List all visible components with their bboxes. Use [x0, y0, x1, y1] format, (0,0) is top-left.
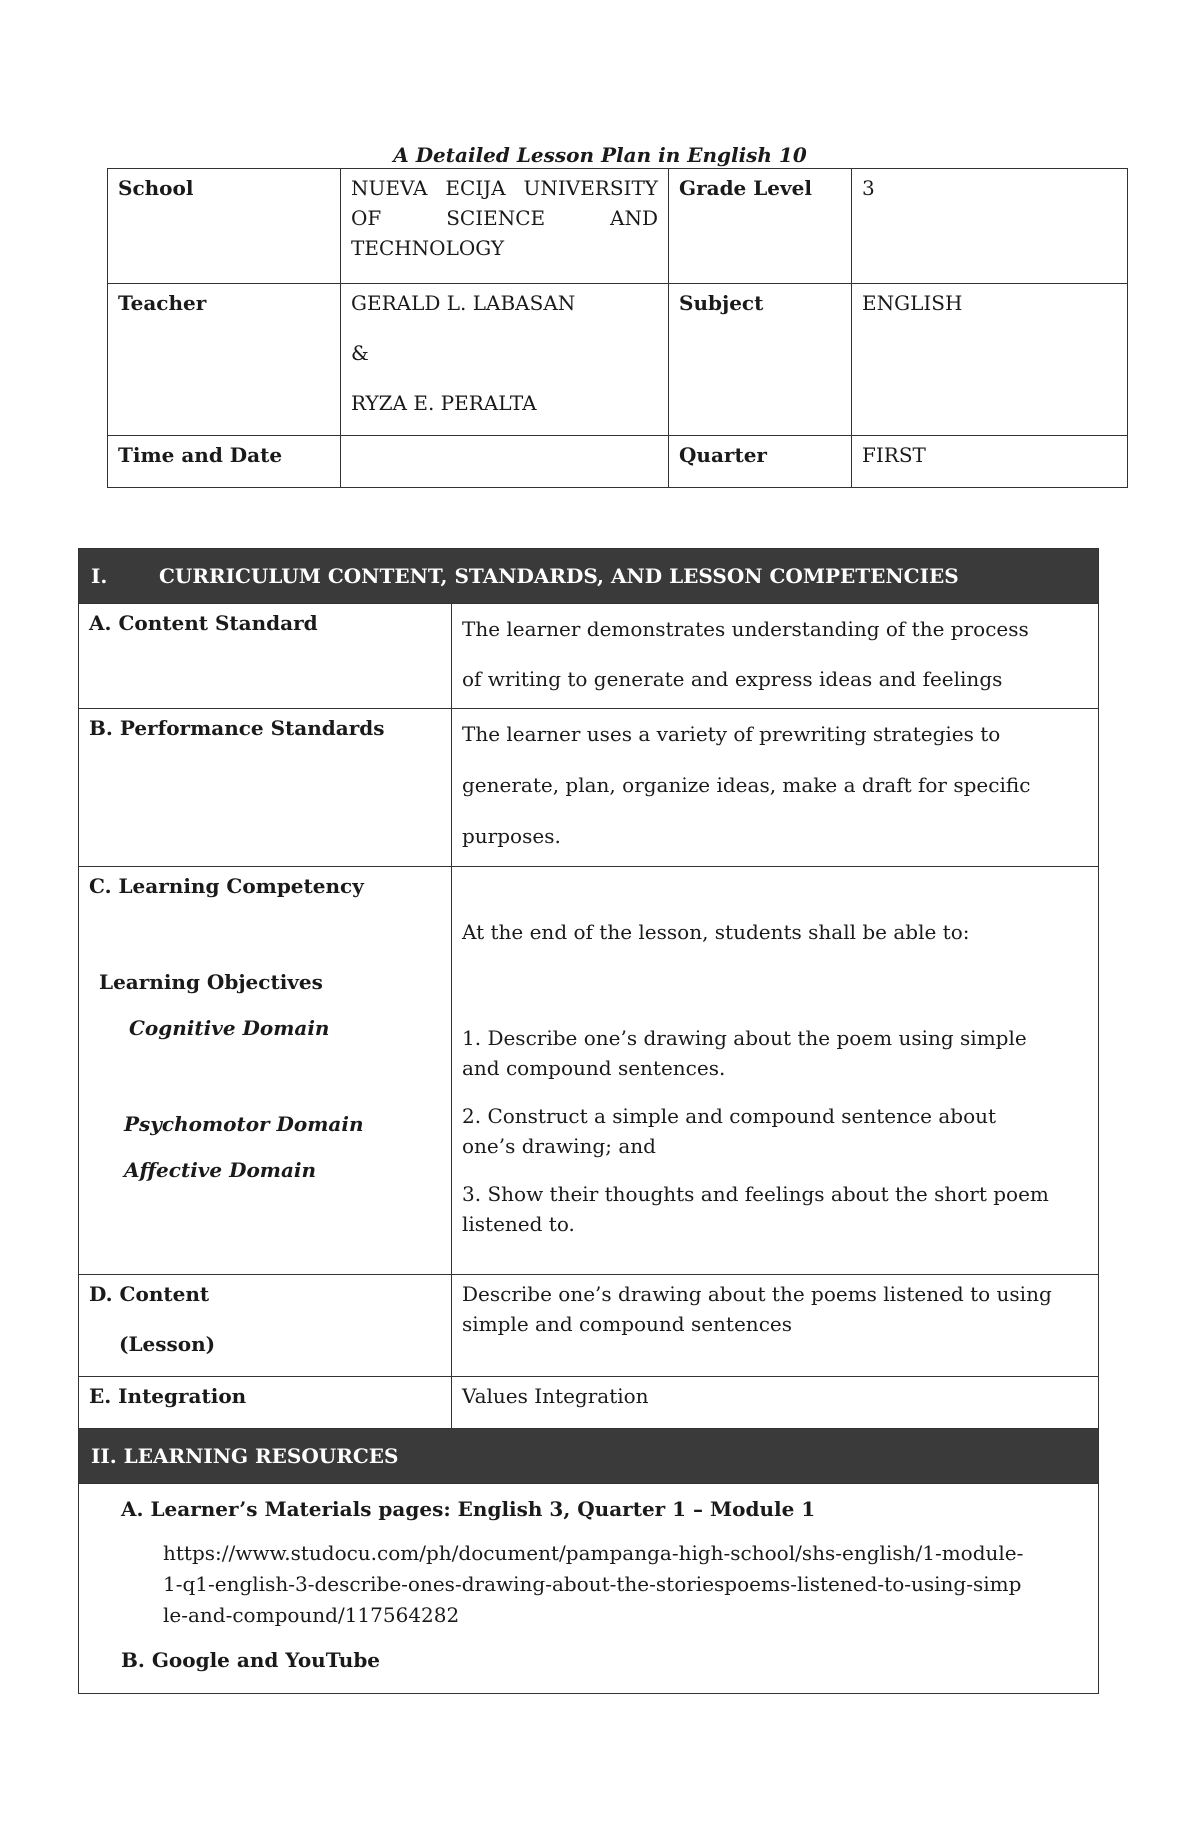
resource-url: https://www.studocu.com/ph/document/pampanga-high-school/shs-english/1-module-1-q1-english-3-describe-ones-drawing-about-the-storiespoems-listened-to-using-simple-and-compound/117564282	[163, 1541, 1024, 1627]
teacher-value	[341, 284, 669, 436]
performance-standards-value	[452, 709, 1099, 867]
resources-header	[79, 1429, 1099, 1484]
school-line-2: TECHNOLOGY	[351, 236, 505, 260]
time-date-label: Time and Date	[108, 436, 341, 488]
resources-cell	[79, 1484, 1099, 1694]
content-label: D. Content	[89, 1282, 210, 1306]
school-line-1: NUEVA ECIJA UNIVERSITY OF SCIENCE AND	[351, 176, 658, 230]
resource-item-b: B. Google and YouTube	[121, 1648, 381, 1672]
content-standard-line-2: of writing to generate and express ideas and feelings	[462, 667, 1003, 691]
resource-item-a: A. Learner’s Materials pages: English 3, Quarter 1 – Module 1	[121, 1497, 816, 1521]
curriculum-header-number: I.	[91, 564, 108, 588]
integration-row	[79, 1377, 1099, 1429]
subject-value: ENGLISH	[852, 284, 1128, 436]
content-row	[79, 1275, 1099, 1377]
learning-competency-row	[79, 867, 1099, 1275]
curriculum-table	[78, 548, 1099, 1694]
objective-item: 3. Show their thoughts and feelings about the short poem listened to.	[462, 1182, 1049, 1236]
info-row-school	[108, 169, 1128, 284]
integration-value: Values Integration	[452, 1377, 1099, 1429]
performance-line-3: purposes.	[462, 824, 561, 848]
teacher-label: Teacher	[108, 284, 341, 436]
performance-line-2: generate, plan, organize ideas, make a draft for specific	[462, 773, 1031, 797]
content-label-cell	[79, 1275, 452, 1377]
performance-standards-row	[79, 709, 1099, 867]
objective-item: 1. Describe one’s drawing about the poem using simple and compound sentences.	[462, 1026, 1027, 1080]
school-value	[341, 169, 669, 284]
resources-row	[79, 1484, 1099, 1694]
objective-item: 2. Construct a simple and compound sentence about one’s drawing; and	[462, 1104, 997, 1158]
lesson-label: (Lesson)	[119, 1332, 216, 1356]
content-standard-row	[79, 604, 1099, 709]
integration-label: E. Integration	[79, 1377, 452, 1429]
teacher-name-2: RYZA E. PERALTA	[351, 391, 537, 415]
learning-objectives-cell	[452, 867, 1099, 1275]
grade-level-value: 3	[852, 169, 1128, 284]
objectives-intro: At the end of the lesson, students shall be able to:	[462, 920, 970, 944]
quarter-label: Quarter	[669, 436, 852, 488]
quarter-value: FIRST	[852, 436, 1128, 488]
subject-label: Subject	[669, 284, 852, 436]
curriculum-header	[79, 549, 1099, 604]
performance-line-1: The learner uses a variety of prewriting strategies to	[462, 722, 1001, 746]
info-row-time	[108, 436, 1128, 488]
content-value: Describe one’s drawing about the poems listened to using simple and compound sentences	[452, 1275, 1099, 1377]
learning-competency-label: C. Learning Competency	[89, 874, 364, 898]
performance-standards-label: B. Performance Standards	[79, 709, 452, 867]
grade-level-label: Grade Level	[669, 169, 852, 284]
learning-competency-cell	[79, 867, 452, 1275]
document-title: A Detailed Lesson Plan in English 10	[393, 143, 807, 167]
affective-domain-label: Affective Domain	[124, 1158, 317, 1182]
teacher-ampersand: &	[351, 341, 369, 365]
lesson-info-table	[107, 168, 1128, 488]
learning-objectives-label: Learning Objectives	[99, 970, 323, 994]
content-standard-line-1: The learner demonstrates understanding of the process	[462, 617, 1029, 641]
psychomotor-domain-label: Psychomotor Domain	[124, 1112, 364, 1136]
resources-header-text: II. LEARNING RESOURCES	[79, 1429, 1099, 1484]
info-row-teacher	[108, 284, 1128, 436]
time-date-value	[341, 436, 669, 488]
cognitive-domain-label: Cognitive Domain	[129, 1016, 330, 1040]
curriculum-header-text: CURRICULUM CONTENT, STANDARDS, AND LESSON COMPETENCIES	[159, 564, 959, 588]
content-standard-label: A. Content Standard	[79, 604, 452, 709]
content-standard-value	[452, 604, 1099, 709]
teacher-name-1: GERALD L. LABASAN	[351, 291, 576, 315]
school-label: School	[108, 169, 341, 284]
